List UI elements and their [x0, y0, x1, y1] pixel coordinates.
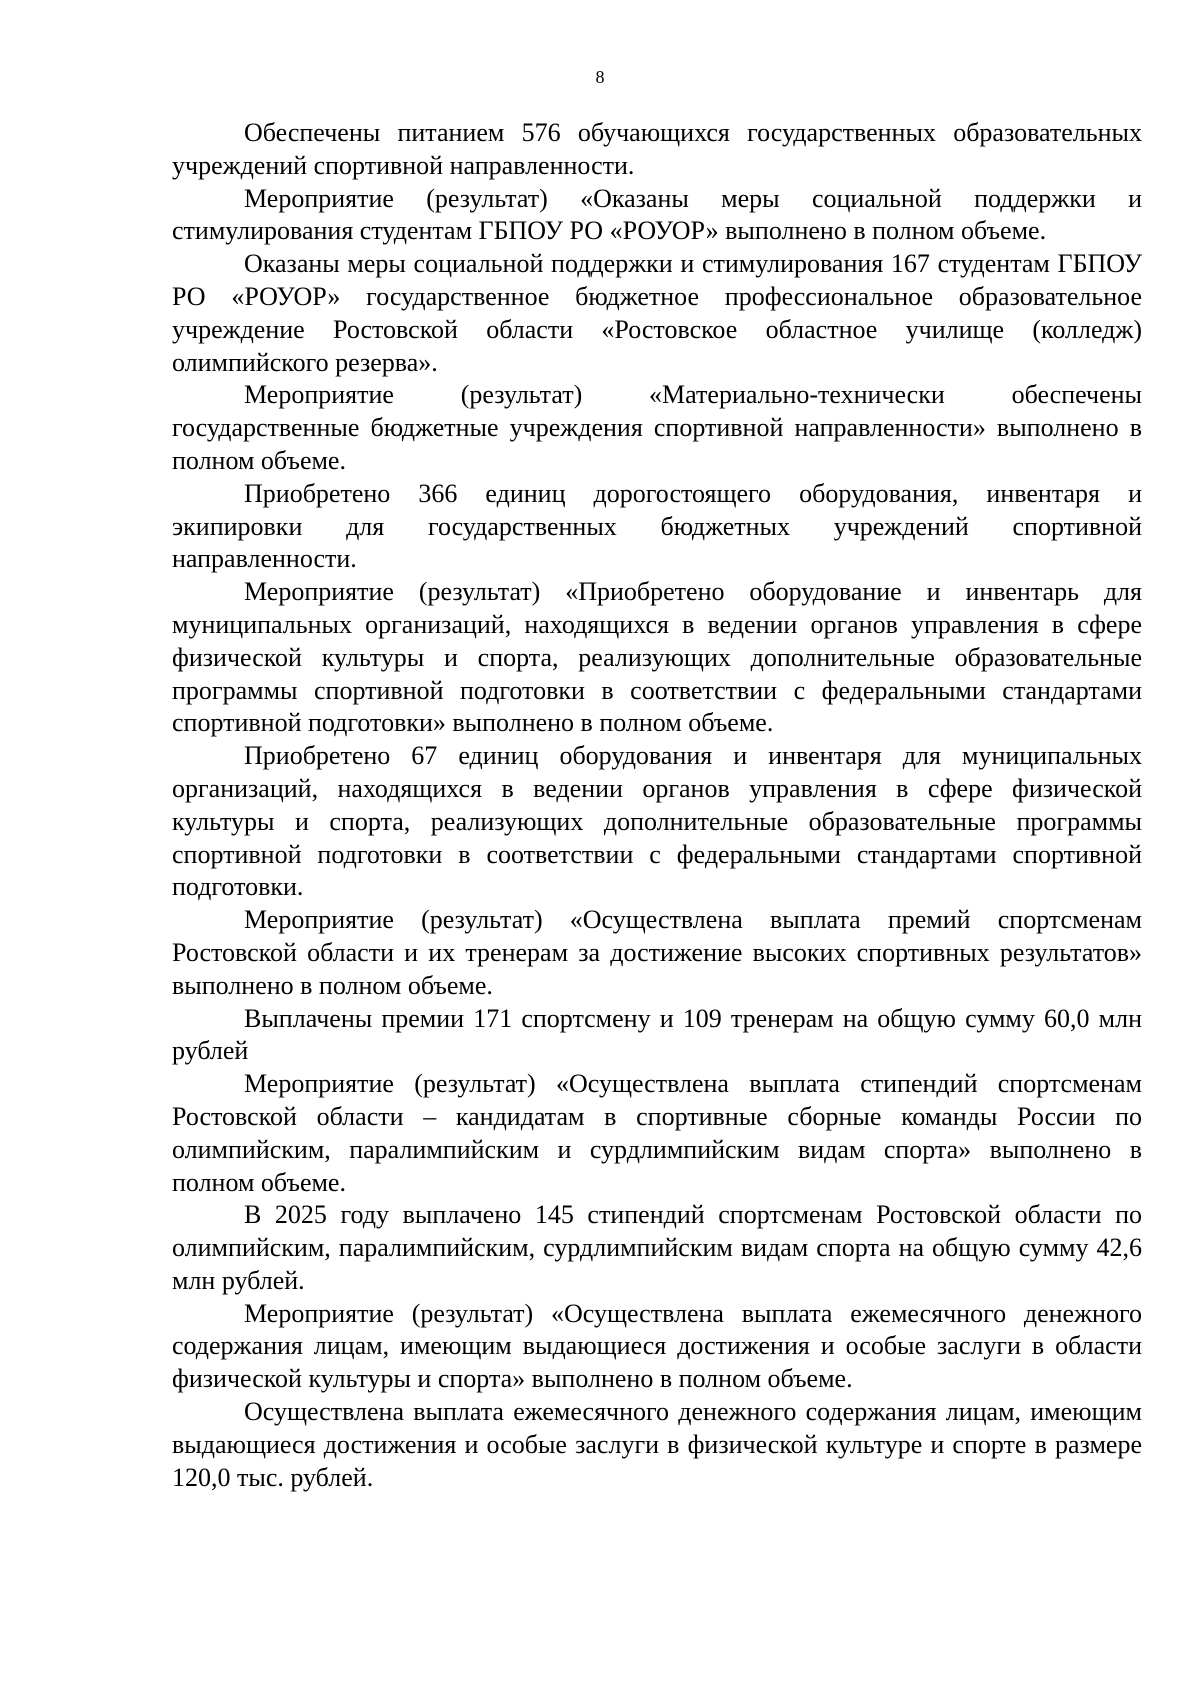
paragraph: Осуществлена выплата ежемесячного денежного содержания лицам, имеющим выдающиеся достижения и особые заслуги в физической культуре и спорте в размере 120,0 тыс. рублей. [172, 1397, 1142, 1492]
paragraph: Приобретено 366 единиц дорогостоящего оборудования, инвентаря и экипировки для государственных бюджетных учреждений спортивной направленности. [172, 478, 1142, 574]
paragraph: Мероприятие (результат) «Осуществлена выплата стипендий спортсменам Ростовской области – кандидатам в спортивные сборные команды России по олимпийским, паралимпийским и сурдлимпийским видам спорта» выполнено в полном объеме. [172, 1069, 1142, 1197]
paragraph: В 2025 году выплачено 145 стипендий спортсменам Ростовской области по олимпийским, паралимпийским, сурдлимпийским видам спорта на общую сумму 42,6 млн рублей. [172, 1200, 1142, 1295]
document-body [172, 117, 1142, 1494]
page-number: 8 [595, 67, 605, 87]
paragraph: Приобретено 67 единиц оборудования и инвентаря для муниципальных организаций, находящихся в ведении органов управления в сфере физической культуры и спорта, реализующих дополнительные образовательные программы спортивной подготовки в соответствии с федеральными стандартами спортивной подготовки. [172, 741, 1142, 902]
paragraph: Мероприятие (результат) «Приобретено оборудование и инвентарь для муниципальных организаций, находящихся в ведении органов управления в сфере физической культуры и спорта, реализующих дополнительные образовательные программы спортивной подготовки в соответствии с федеральными стандартами спортивной подготовки» выполнено в полном объеме. [172, 577, 1142, 738]
paragraph: Выплачены премии 171 спортсмену и 109 тренерам на общую сумму 60,0 млн рублей [172, 1003, 1142, 1066]
paragraph: Мероприятие (результат) «Осуществлена выплата премий спортсменам Ростовской области и их тренерам за достижение высоких спортивных результатов» выполнено в полном объеме. [172, 905, 1142, 1000]
paragraph: Обеспечены питанием 576 обучающихся государственных образовательных учреждений спортивной направленности. [172, 118, 1142, 180]
paragraph: Мероприятие (результат) «Осуществлена выплата ежемесячного денежного содержания лицам, имеющим выдающиеся достижения и особые заслуги в области физической культуры и спорта» выполнено в полном объеме. [172, 1298, 1142, 1394]
paragraph: Мероприятие (результат) «Оказаны меры социальной поддержки и стимулирования студентам ГБПОУ РО «РОУОР» выполнено в полном объеме. [172, 183, 1142, 246]
paragraph: Оказаны меры социальной поддержки и стимулирования 167 студентам ГБПОУ РО «РОУОР» государственное бюджетное профессиональное образовательное учреждение Ростовской области «Ростовское областное училище (колледж) олимпийского резерва». [172, 249, 1142, 377]
paragraph: Мероприятие (результат) «Материально-технически обеспечены государственные бюджетные учреждения спортивной направленности» выполнено в полном объеме. [172, 380, 1142, 475]
